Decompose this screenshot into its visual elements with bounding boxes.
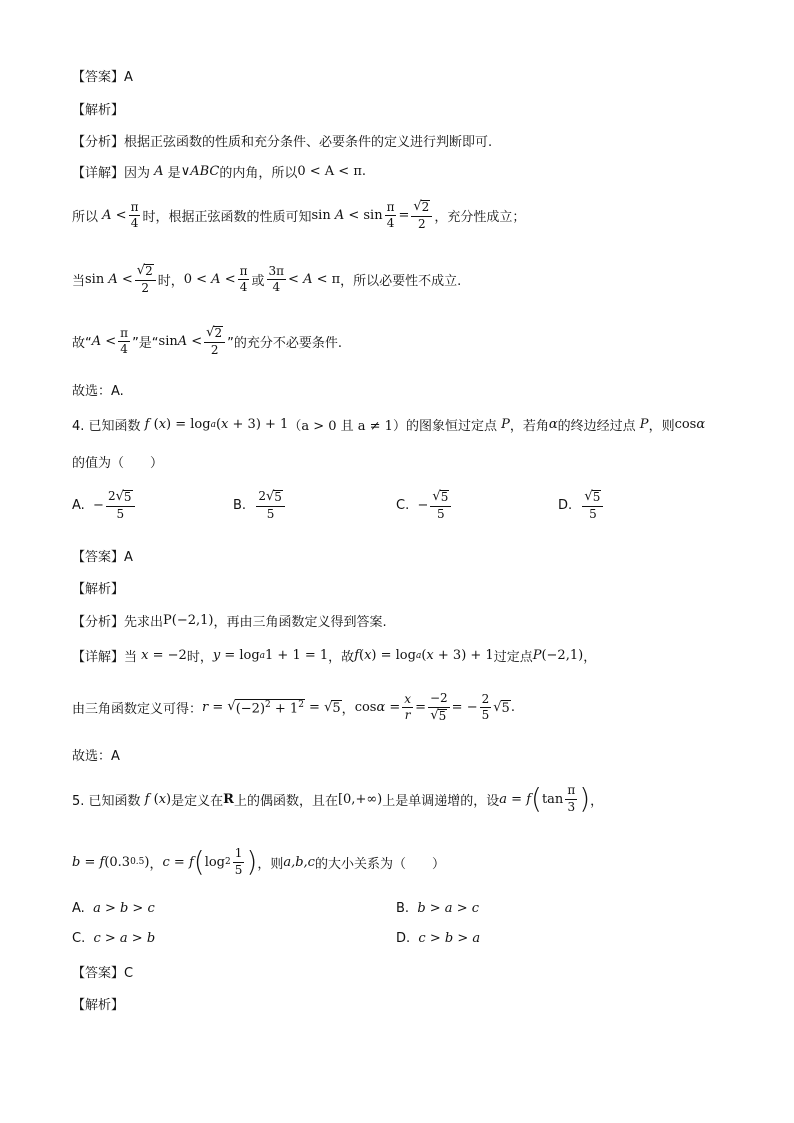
q5-option-c[interactable]: C. c > a > b bbox=[72, 931, 156, 946]
q5-option-b[interactable]: B. b > a > c bbox=[396, 901, 479, 916]
q4-stem-line-1: 4. 已知函数 f ( x ) = log a ( x + 3) + 1 （a > 0 且 a ≠ 1） 的图象恒过定点 P ，若角 α 的终边经过点 P ，则 cos α bbox=[72, 417, 706, 434]
q4-option-b[interactable]: B. 2 √ 5 5 bbox=[233, 490, 287, 522]
choice-line: 故选：A. bbox=[72, 384, 124, 399]
q5-option-a[interactable]: A. a > b > c bbox=[72, 901, 155, 916]
q4-analysis-label: 【解析】 bbox=[72, 582, 125, 597]
q5-answer-label: 【答案】C bbox=[72, 966, 134, 981]
q5-stem-line-1: 5. 已知函数 f ( x ) 是定义在 R 上的偶函数，且在 [0,+∞) 上是单调递增的，设 a = f ( tan $\frac{\pi}{3}$ ) ， bbox=[72, 782, 604, 816]
q4-option-a[interactable]: A. − 2 √ 5 5 bbox=[72, 490, 137, 522]
q4-stem-line-2: 的值为（ ） bbox=[72, 456, 164, 471]
q4-detail-line-1: 【详解】当 x = −2 时， y = log a 1 + 1 = 1 ，故 f ( x ) = log a ( x + 3) + 1 过定点 P (−2,1) ， bbox=[72, 648, 597, 665]
q5-stem-line-2: b = f (0.3 0.5 ) ， c = f ( log 2 $\frac{1}{5}$ ) ，则 a,b,c 的大小关系为（ ） bbox=[72, 845, 445, 879]
q4-analysis-text: 【分析】先求出 P(−2,1) ，再由三角函数定义得到答案. bbox=[72, 613, 387, 630]
q4-answer-label: 【答案】A bbox=[72, 550, 133, 565]
q4-choice-line: 故选：A bbox=[72, 749, 120, 764]
answer-label: 【答案】A bbox=[72, 70, 133, 85]
var-a: A bbox=[150, 164, 168, 179]
q4-option-c[interactable]: C. − √ 5 5 bbox=[396, 490, 453, 522]
q5-analysis-label: 【解析】 bbox=[72, 998, 125, 1013]
q4-detail-line-2: 由三角函数定义可得： r = √ $(-2)^2 + 1^2$ = √ 5 ， cos α = $\frac{x}{r}$ = −2 √ 5 = − $\frac{2}{5}$ √ 5 . bbox=[72, 691, 515, 723]
detail-line-3: 当 sin A < √ 2 2 时， 0 < A < $\frac{\pi}{4}$ 或 $\frac{3\pi}{4}$ < A < π ，所以必要性不成立. bbox=[72, 263, 462, 295]
detail-line-1: 【详解】因为 A 是 ∨ ABC 的内角，所以 0 < A < π . bbox=[72, 164, 367, 181]
analysis-label: 【解析】 bbox=[72, 103, 125, 118]
q4-option-d[interactable]: D. √ 5 5 bbox=[558, 490, 605, 522]
fraction: $\frac{\pi}{4}$ bbox=[130, 199, 139, 231]
analysis-text: 【分析】根据正弦函数的性质和充分条件、必要条件的定义进行判断即可. bbox=[72, 135, 493, 150]
q5-option-d[interactable]: D. c > b > a bbox=[396, 931, 481, 946]
detail-line-4: 故“ A < $\frac{\pi}{4}$ ”是“ sin A < √ 2 2 ”的充分不必要条件. bbox=[72, 325, 342, 357]
detail-line-2: 所以 A < $\frac{\pi}{4}$ 时，根据正弦函数的性质可知 sin A < sin $\frac{\pi}{4}$ = √ 2 2 ，充分性成立； bbox=[72, 199, 526, 231]
triangle-symbol: ∨ bbox=[180, 164, 191, 179]
